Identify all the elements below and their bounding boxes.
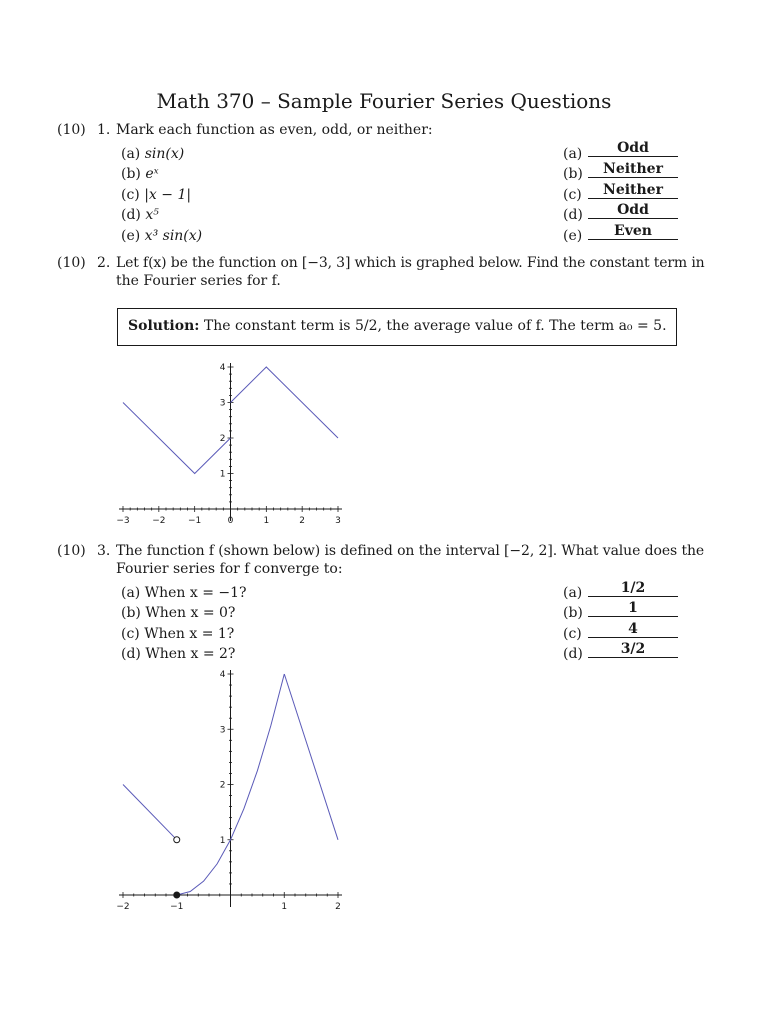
chart2-x-tick-label: −1	[170, 902, 184, 912]
chart1-x-tick-label: 3	[335, 516, 341, 526]
chart1-y-tick-label: 2	[219, 434, 226, 444]
page-title: Math 370 – Sample Fourier Series Questions	[156, 89, 612, 113]
chart1-y-tick-label: 1	[219, 469, 226, 480]
q3-answer-label-b: (b)	[563, 605, 583, 621]
q3-answer-b: 1	[588, 601, 678, 617]
chart2-x-tick-label: 2	[335, 902, 341, 912]
q3-answer-label-c: (c)	[563, 626, 582, 642]
chart2-y-tick-label: 2	[219, 780, 226, 791]
q3-answer-c: 4	[588, 622, 678, 638]
q1-item-a: (a) sin(x)	[121, 146, 185, 162]
chart2-y-tick-label: 4	[219, 670, 226, 680]
q1-number: 1.	[97, 122, 111, 138]
q1-item-c: (c) |x − 1|	[121, 187, 192, 203]
q2-points: (10)	[57, 255, 86, 271]
chart2-x-tick-label: −2	[116, 902, 130, 912]
q1-answer-d: Odd	[588, 203, 678, 219]
q1-answer-b: Neither	[588, 162, 678, 178]
q1-answer-c: Neither	[588, 183, 678, 199]
q1-prompt: Mark each function as even, odd, or neither:	[116, 122, 433, 138]
q3-answer-label-d: (d)	[563, 646, 583, 662]
q1-answer-label-e: (e)	[563, 228, 583, 244]
chart2-open-endpoint	[174, 837, 180, 843]
chart1-x-tick-label: 2	[299, 516, 306, 526]
chart2-series-line-3	[284, 674, 338, 840]
q3-prompt-line2: Fourier series for f converge to:	[116, 561, 343, 577]
q3-answer-label-a: (a)	[563, 585, 583, 601]
q2-solution-text: The constant term is 5/2, the average value of f. The term a₀ = 5.	[203, 318, 667, 334]
q3-item-c: (c) When x = 1?	[121, 626, 235, 642]
q1-points: (10)	[57, 122, 86, 138]
q3-answer-a: 1/2	[588, 581, 678, 597]
chart2-y-tick-label: 3	[219, 725, 226, 736]
q1-answer-label-a: (a)	[563, 146, 583, 162]
q3-item-b: (b) When x = 0?	[121, 605, 236, 621]
chart2-series-line-1	[123, 785, 177, 840]
q1-item-e: (e) x³ sin(x)	[121, 228, 203, 244]
chart1-y-tick-label: 3	[219, 398, 226, 409]
chart2-y-tick-label: 1	[219, 835, 226, 846]
chart1-x-tick-label: −1	[188, 516, 202, 526]
q3-prompt-line1: The function f (shown below) is defined on the interval [−2, 2]. What value does the	[116, 543, 705, 559]
q3-number: 3.	[97, 543, 111, 559]
q1-answer-label-d: (d)	[563, 207, 583, 223]
q1-answer-a: Odd	[588, 141, 678, 157]
chart1-x-tick-label: −2	[152, 516, 166, 526]
q1-answer-label-b: (b)	[563, 166, 583, 182]
chart1-x-tick-label: 1	[263, 516, 270, 526]
chart1-y-tick-label: 4	[219, 363, 226, 373]
q2-number: 2.	[97, 255, 111, 271]
q1-item-d: (d) x⁵	[121, 207, 159, 223]
q2-solution-label: Solution:	[128, 318, 200, 334]
q3-item-d: (d) When x = 2?	[121, 646, 236, 662]
q3-points: (10)	[57, 543, 86, 559]
chart1-x-tick-label: −3	[116, 516, 130, 526]
chart2-closed-endpoint	[174, 892, 180, 898]
q1-item-b: (b) eˣ	[121, 166, 159, 182]
chart2-x-tick-label: 1	[281, 902, 288, 912]
q2-prompt-line2: the Fourier series for f.	[116, 273, 281, 289]
chart1-series-line-1	[123, 403, 231, 474]
chart1-x-tick-label: 0	[227, 516, 234, 526]
q3-answer-d: 3/2	[588, 642, 678, 658]
q2-prompt-line1: Let f(x) be the function on [−3, 3] which is graphed below. Find the constant term in	[116, 255, 705, 271]
q1-answer-e: Even	[588, 224, 678, 240]
chart1-series-line-2	[231, 367, 339, 438]
q3-item-a: (a) When x = −1?	[121, 585, 247, 601]
q1-answer-label-c: (c)	[563, 187, 582, 203]
